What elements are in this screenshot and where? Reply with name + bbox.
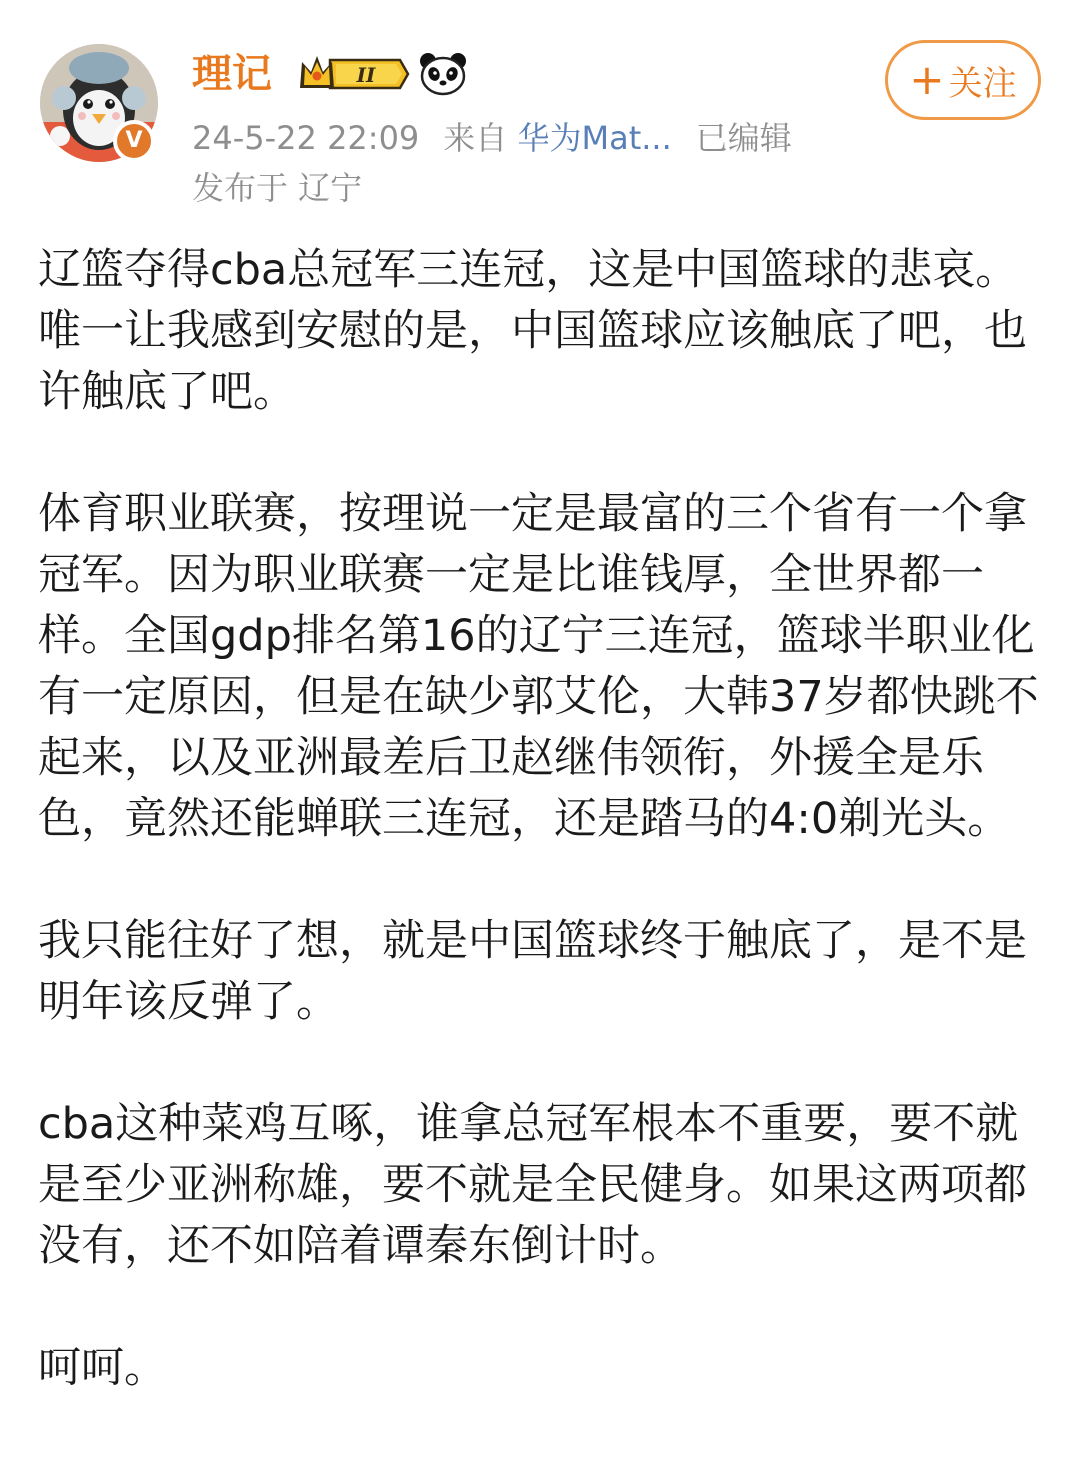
post-paragraph-4: cba这种菜鸡互啄，谁拿总冠军根本不重要，要不就是至少亚洲称雄，要不就是全民健身。如果这两项都没有，还不如陪着谭秦东倒计时。: [38, 1099, 1027, 1271]
follow-button[interactable]: [885, 40, 1041, 120]
post-meta: [192, 116, 792, 160]
plus-icon: +: [909, 55, 945, 104]
post-body: [38, 240, 1048, 1399]
post-time: 24-5-22 22:09: [192, 119, 420, 157]
verified-v-icon: V: [113, 120, 155, 162]
post-header: [0, 0, 1080, 215]
post-location: 发布于 辽宁: [192, 169, 363, 207]
device-link[interactable]: 华为Mat...: [517, 119, 672, 157]
panda-icon: [418, 50, 468, 96]
edited-label[interactable]: 已编辑: [695, 119, 792, 157]
post-paragraph-1: 辽篮夺得cba总冠军三连冠，这是中国篮球的悲哀。唯一让我感到安慰的是，中国篮球应该触底了吧，也许触底了吧。: [38, 245, 1027, 417]
source-prefix: 来自: [443, 119, 508, 157]
vip-level-text: II: [356, 63, 376, 87]
post-paragraph-5: 呵呵。: [38, 1343, 167, 1393]
follow-label: 关注: [948, 63, 1017, 104]
crown-vip-icon[interactable]: [296, 52, 410, 96]
post-paragraph-2: 体育职业联赛，按理说一定是最富的三个省有一个拿冠军。因为职业联赛一定是比谁钱厚，全世界都一样。全国gdp排名第16的辽宁三连冠，篮球半职业化有一定原因，但是在缺少郭艾伦，大韩37岁都快跳不起来，以及亚洲最差后卫赵继伟领衔，外援全是乐色，竟然还能蝉联三连冠，还是踏马的4:0剃光头。: [38, 489, 1039, 844]
post-paragraph-3: 我只能往好了想，就是中国篮球终于触底了，是不是明年该反弹了。: [38, 916, 1027, 1027]
username[interactable]: 理记: [192, 51, 272, 97]
